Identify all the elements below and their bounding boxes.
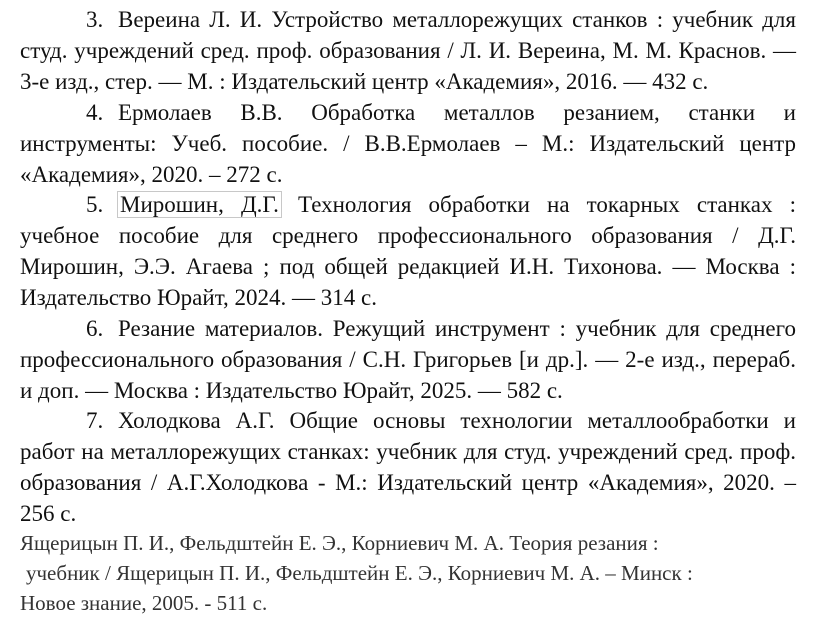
entry-number: 3. [86, 7, 104, 32]
entry-number: 7. [86, 408, 104, 433]
entry-number: 6. [86, 316, 104, 341]
tail-line-3: Новое знание, 2005. - 511 с. [20, 591, 268, 615]
tail-line-1: Ящерицын П. И., Фельдштейн Е. Э., Корниевич М. А. Теория резания : [20, 531, 659, 555]
entry-number: 5. [86, 192, 104, 217]
entry-text: Вереина Л. И. Устройство металлорежущих станков : учебник для студ. учреждений сред. проф. образования / Л. И. Вереина, М. М. Краснов. — 3-е изд., стер. — М. : Издательский центр «Академия», 2016. — 432 с. [20, 7, 796, 94]
entry-text: Холодкова А.Г. Общие основы технологии металлообработки и работ на металлорежущих станках: учебник для студ. учреждений сред. проф. образования / А.Г.Холодкова - М.: Издательский центр «Академия», 2020. – 256 с. [20, 408, 796, 526]
entry-text: Резание материалов. Режущий инструмент : учебник для среднего профессионального образования / С.Н. Григорьев [и др.]. — 2-е изд., перераб. и доп. — Москва : Издательство Юрайт, 2025. — 582 с. [20, 316, 796, 403]
tail-line-2: учебник / Ящерицын П. И., Фельдштейн Е. Э., Корниевич М. А. – Минск : [26, 561, 693, 585]
reference-entry-3 [20, 4, 796, 97]
entry-number: 4. [86, 100, 104, 125]
reference-entry-4 [20, 97, 796, 190]
entry-text: Технология обработки на токарных станках : учебное пособие для среднего профессионального образования / Д.Г. Мирошин, Э.Э. Агаева ; под общей редакцией И.Н. Тихонова. — Москва : Издательство Юрайт, 2024. — 314 с. [20, 192, 796, 310]
reference-entry-unnumbered [20, 528, 796, 618]
reference-entry-7 [20, 405, 796, 529]
reference-entry-5 [20, 189, 796, 313]
reference-entry-6 [20, 313, 796, 406]
entry-author-highlight: Мирошин, Д.Г. [120, 192, 279, 217]
entry-text: Ермолаев В.В. Обработка металлов резанием, станки и инструменты: Учеб. пособие. / В.В.Ермолаев – М.: Издательский центр «Академия», 2020. – 272 с. [20, 100, 796, 187]
